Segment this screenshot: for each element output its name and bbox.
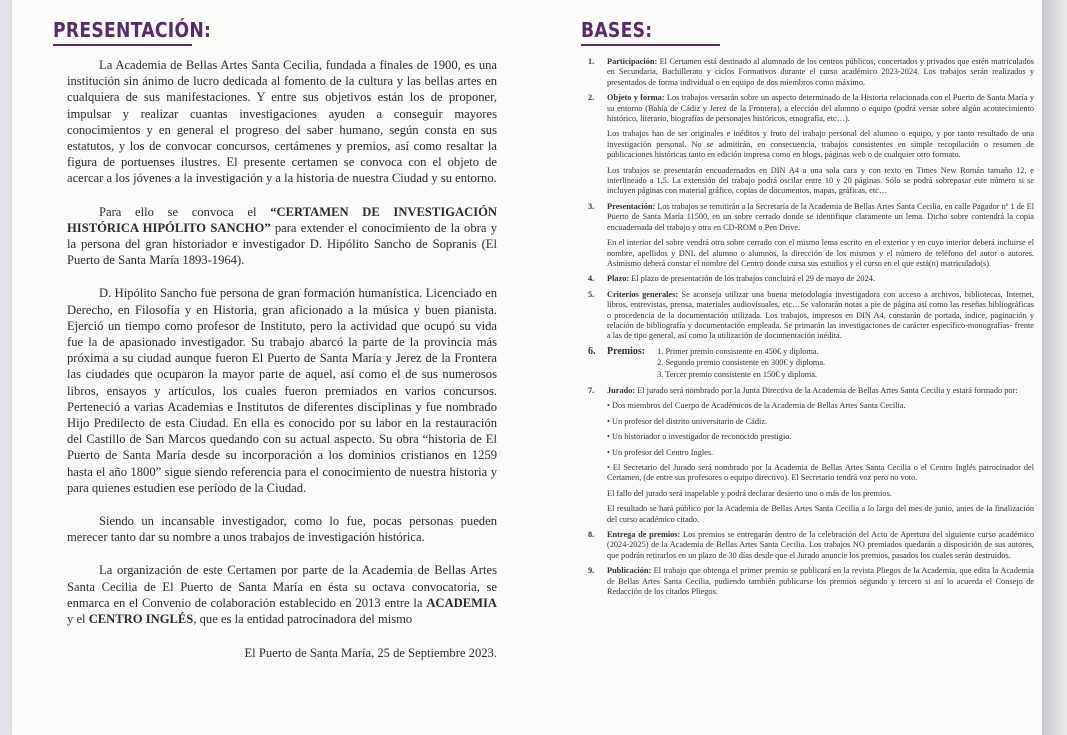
item-paragraph: En el interior del sobre vendrá otro sobre cerrado con el mismo lema escrito en el exterior y en cuyo interior deberá incluirse el nombre, apellidos y DNI. del alumno o alumnos, la dirección de los mismos y el número de teléfono del autor o autores. Asimismo deberá constar el nombre del Centro donde cursa sus estudios y el curso en el que está(n) matriculado(s). — [607, 238, 1034, 268]
item-number: 5. — [588, 289, 595, 299]
item-title: Criterios generales: — [607, 289, 679, 299]
prize-entry: 3. Tercer premio consistente en 150€ y diploma. — [657, 369, 818, 379]
base-item — [588, 347, 1034, 381]
item-number: 6. — [588, 345, 596, 357]
text: y el — [67, 612, 89, 627]
jury-member: • Un profesor del distrito universitario de Cádiz. — [607, 416, 768, 426]
base-item — [588, 530, 1034, 561]
certamen-title: “CERTAMEN DE INVESTIGACIÓN HISTÓRICA HIPÓLITO SANCHO” — [67, 204, 497, 235]
item-text: El jurado será nombrado por la Junta Directiva de la Academia de Bellas Artes Santa Cecilia y estará formado por: — [635, 385, 1018, 395]
item-text: Se aconseja utilizar una buena metodología investigadora con acceso a archivos, bibliotecas, Internet, libros, entrevistas, prensa, materiales audiovisuales, etc…Se valorarán notas a pie de página así como las reseñas bibliográficas o procedencia de la documentación utilizada. Los trabajos, impresos en DIN A4, constarán de portada, índice, paginación y relación de bibliografía y documentación empleada. Se primarán las investigaciones de carácter específico-monografías- frente a las de tipo general, así como la utilización de documentación inédita. — [607, 289, 1034, 341]
base-item — [588, 202, 1034, 269]
prize-entry: 2. Segundo premio consistente en 300€ y diploma. — [657, 358, 826, 368]
item-paragraph: El resultado se hará público por la Academia de Bellas Artes Santa Cecilia a lo largo del mes de junio, antes de la finalización del curso académico citado. — [607, 504, 1034, 524]
base-item — [588, 386, 1034, 525]
item-text: Los trabajos versarán sobre un aspecto determinado de la Historia relacionada con el Puerto de Santa María y su entorno (Bahía de Cádiz y Jerez de la Frontera), a elección del alumno o equipo (podrá versar sobre algún acontecimiento histórico, literario, biografías de personajes históricos, etnografía, etc…). — [607, 93, 1034, 124]
base-item — [588, 93, 1034, 197]
item-paragraph: Los trabajos se presentarán encuadernados en DIN A4 a una sola cara y con texto en Times New Román tamaño 12, e interlineado a 1,5. La extensión del trabajo podrá oscilar entre 10 y 20 páginas. Sólo se podrá sobrepasar este número si se incluyen páginas con material gráfico, copias de documentos, mapas, gráficas, etc… — [607, 165, 1034, 196]
item-number: 8. — [588, 530, 595, 540]
item-number: 9. — [588, 566, 595, 576]
item-title: Publicación: — [607, 566, 652, 576]
item-title: Presentación: — [607, 201, 656, 211]
item-number: 7. — [588, 385, 595, 395]
jury-member: • Dos miembros del Cuerpo de Académicos de la Academia de Bellas Artes Santa Cecilia. — [607, 401, 906, 411]
base-item — [588, 274, 1034, 284]
paragraph-organization — [67, 562, 497, 627]
text: Para ello se convoca el — [99, 204, 271, 219]
item-text: El plazo de presentación de los trabajos concluirá el 29 de mayo de 2024. — [629, 274, 875, 284]
item-number: 1. — [588, 57, 595, 66]
bases-column — [588, 57, 1034, 602]
item-text: El trabajo que obtenga el primer premio se publicará en la revista Pliegos de la Academia, que edita la Academia de Bellas Artes Santa Cecilia, pudiendo también publicarse los premios segundo y tercero si así lo acuerda el Consejo de Redacción de los citados Pliegos. — [607, 566, 1034, 597]
text: La organización de este Certamen por parte de la Academia de Bellas Artes Santa Cecilia de El Puerto de Santa María en ésta su octava convocatoria, se enmarca en el Convenio de colaboración establecido en 2013 entre la — [67, 563, 497, 610]
page-edge — [1042, 0, 1067, 735]
jury-member: • El Secretario del Jurado será nombrado por la Academia de Bellas Artes Santa Cecilia o el Centro Inglés patrocinador del Certamen, (de entre sus profesores o equipo directivo). El Secretario tendrá voz pero no voto. — [607, 463, 1034, 483]
text: , que es la entidad patrocinadora del mismo — [193, 612, 413, 627]
item-paragraph: Los trabajos han de ser originales e inéditos y fruto del trabajo personal del alumno o equipo, y por tanto resultado de una investigación personal. No se admitirán, en consecuencia, trabajos consistentes en simple recopilación o resumen de publicaciones históricas tanto en edición impresa como en blogs, páginas web o de cualquier otro formato. — [607, 129, 1034, 160]
item-title: Jurado: — [607, 385, 636, 395]
prize-list — [657, 347, 825, 381]
bases-heading: BASES: — [581, 18, 653, 42]
item-title: Objeto y forma: — [607, 93, 665, 103]
paragraph-certamen — [67, 204, 497, 269]
paragraph-investigator: Siendo un incansable investigador, como lo fue, pocas personas pueden merecer tanto dar su nombre a unos trabajos de investigación histórica. — [67, 514, 497, 545]
base-item — [588, 566, 1034, 597]
item-number: 3. — [588, 201, 595, 211]
item-title: Premios: — [607, 345, 646, 357]
item-text: El Certamen está destinado al alumnado de los centros públicos, concertados y privados que estén matriculados en Secundaria, Bachillerato y ciclos Formativos durante el curso académico 2023-2024. Los trabajos serán realizados y presentados de forma individual o en equipo de dos miembros como máximo. — [607, 57, 1034, 87]
academia-bold: ACADEMIA — [426, 595, 497, 610]
jury-member: • Un profesor del Centro Ingles. — [607, 447, 714, 457]
date-line: El Puerto de Santa María, 25 de Septiembre 2023. — [244, 646, 497, 661]
paragraph-biography: D. Hipólito Sancho fue persona de gran formación humanística. Licenciado en Derecho, en Filosofía y en Historia, gran aficionado a la música y buen pianista. Ejerció un tiempo como profesor de Instituto, pero la actividad que ocupó su vida fue la de apasionado investigador. Su trabajo abarcó la parte de la provincia más próxima a su ciudad aunque fueron El Puerto de Santa María y Jerez de la Frontera las ciudades que ocuparon la mayor parte de aquel, así como el de sus numerosos libros, ensayos y artículos, los cuales fueron premiados en varios concursos. Perteneció a varias Academias e Institutos de diferentes disciplinas y fue nombrado Hijo Predilecto de esta Ciudad. En ella es conocido por su labor en la restauración del Castillo de San Marcos quedando con su actual aspecto. Su obra “historia de El Puerto de Santa María desde su incorporación a los dominios cristianos en 1259 hasta el año 1800” sigue siendo referencia para el conocimiento de nuestra historia y para quienes estudien ese período de la Ciudad. — [67, 286, 497, 495]
presentacion-column — [67, 57, 497, 679]
item-number: 4. — [588, 274, 595, 284]
item-text: Los premios se entregarán dentro de la celebración del Acto de Apertura del siguiente curso académico (2024-2025) de la Academia de Bellas Artes Santa Cecilia. Los trabajos NO premiados quedarán a disposición de sus autores, que podrán retirarlos en un plazo de 30 días desde que el Jurado anuncie los premios, pasados los cuales serán destruidos. — [607, 530, 1034, 560]
item-title: Plazo: — [607, 274, 630, 284]
document-page — [12, 0, 1042, 735]
heading-underline — [53, 44, 192, 46]
paragraph-academia: La Academia de Bellas Artes Santa Cecilia, fundada a finales de 1900, es una institución sin ánimo de lucro dedicada al fomento de la cultura y las bellas artes en cualquiera de sus manifestaciones. Y entre sus objetivos están los de proponer, impulsar y realizar cuantas investigaciones ayuden a conseguir mayores conocimientos y en general el progreso del saber humano, según consta en sus estatutos, y los de convocar concursos, certámenes y premios, así como resaltar la figura de portuenses ilustres. El presente certamen se convoca con el objeto de acercar a los jóvenes a la investigación y a la historia de nuestra Ciudad y su entorno. — [67, 58, 497, 186]
jury-member: • Un historiador o investigador de reconocido prestigio. — [607, 432, 792, 442]
item-text: Los trabajos se remitirán a la Secretaría de la Academia de Bellas Artes Santa Cecilia, en calle Pagador nº 1 de El Puerto de Santa María 11500, en un sobre cerrado donde se identifique claramente un lema. Dicho sobre contendrá la copia encuadernada del trabajo y otra en CD-ROM o Pen Drive. — [607, 201, 1034, 232]
presentacion-heading: PRESENTACIÓN: — [53, 18, 212, 42]
item-title: Participación: — [607, 57, 658, 66]
text: para extender el conocimiento de la obra y la persona del gran historiador e investigador D. Hipólito Sancho de Sopranis (El Puerto de Santa María 1893-1964). — [67, 220, 497, 268]
heading-underline — [581, 44, 720, 46]
base-item — [588, 57, 1034, 88]
item-title: Entrega de premios: — [607, 530, 681, 540]
item-paragraph: El fallo del jurado será inapelable y podrá declarar desierto uno o más de los premios. — [607, 488, 892, 498]
prize-entry: 1. Primer premio consistente en 450€ y diploma. — [657, 346, 819, 356]
centro-ingles-bold: CENTRO INGLÉS — [88, 612, 194, 627]
item-number: 2. — [588, 93, 595, 103]
base-item — [588, 290, 1034, 342]
